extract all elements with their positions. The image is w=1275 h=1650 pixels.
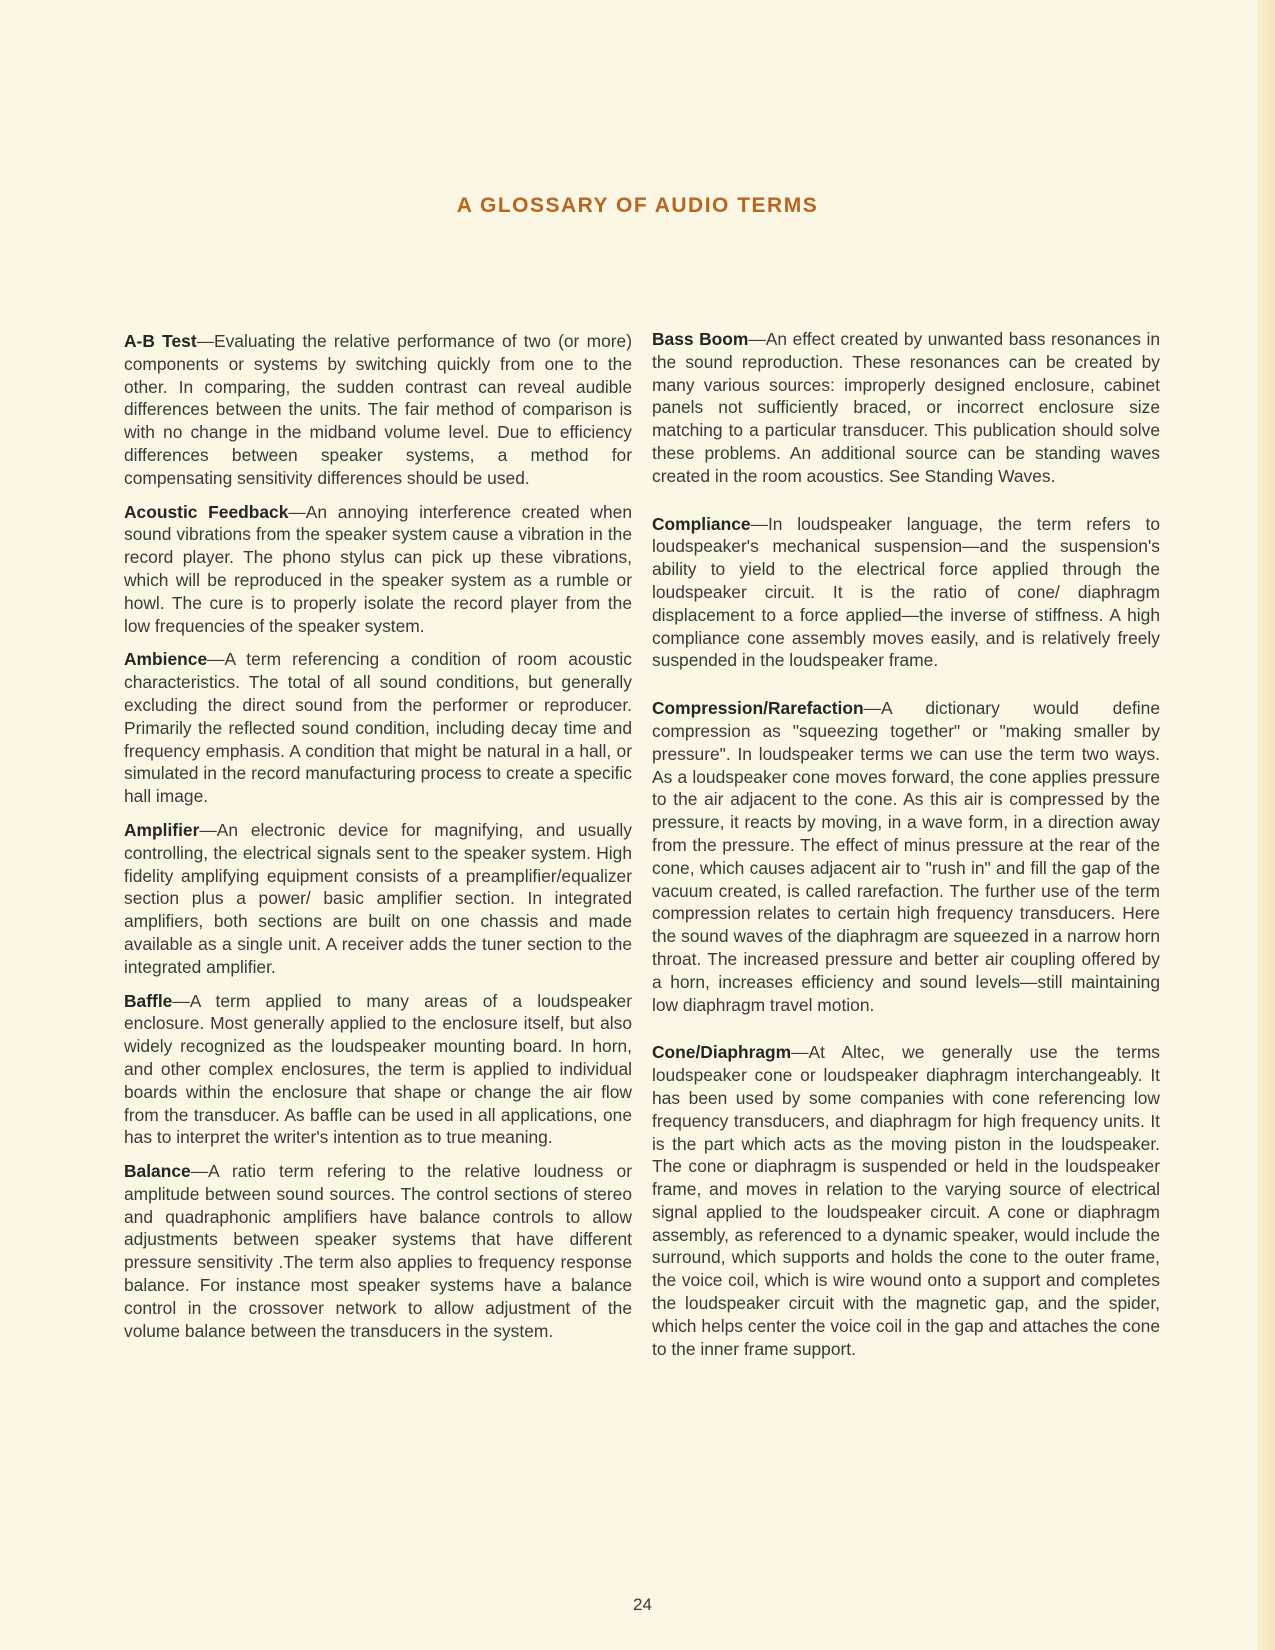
- glossary-entry-balance: [124, 1160, 632, 1342]
- glossary-definition: A ratio term refering to the relative loudness or amplitude between sound sources. The control sections of stereo and quadraphonic amplifiers have balance controls to allow adjustments between speaker systems that have different pressure sensitivity .The term also applies to frequency response balance. For instance most speaker systems have a balance control in the crossover network to allow adjustment of the volume balance between the transducers in the system.: [124, 1161, 632, 1341]
- em-dash: —: [196, 331, 215, 351]
- glossary-entry-amplifier: [124, 819, 632, 979]
- page-edge: [1257, 0, 1275, 1650]
- glossary-definition: Evaluating the relative performance of two (or more) components or systems by switching quickly from one to the other. In comparing, the sudden contrast can reveal audible differences between the units. The fair method of comparison is with no change in the midband volume level. Due to efficiency differences between speaker systems, a method for compensating sensitivity differences should be used.: [124, 331, 632, 488]
- em-dash: —: [288, 501, 306, 522]
- glossary-column-right: [652, 328, 1160, 1360]
- glossary-definition: A dictionary would define compression as "squeezing together" or "making smaller by pressure". In loudspeaker terms we can use the term two ways. As a loudspeaker cone moves forward, the cone applies pressure to the air adjacent to the cone. As this air is compressed by the pressure, it reacts by moving, in a wave form, in a direction away from the pressure. The effect of minus pressure at the rear of the cone, which causes adjacent air to "rush in" and fill the gap of the vacuum created, is called rarefaction. The further use of the term compression relates to certain high frequency transducers. Here the sound waves of the diaphragm are squeezed in a narrow horn throat. The increased pressure and better air coupling offered by a horn, increases efficiency and sound levels—still maintaining low diaphragm travel motion.: [652, 698, 1160, 1015]
- em-dash: —: [172, 990, 190, 1011]
- glossary-term: Cone/Diaphragm: [652, 1042, 792, 1063]
- glossary-entry-bass-boom: [652, 328, 1160, 488]
- glossary-term: Acoustic Feedback: [124, 501, 289, 522]
- glossary-term: Compression/Rarefaction: [652, 698, 864, 719]
- em-dash: —: [863, 698, 882, 719]
- glossary-definition: At Altec, we generally use the terms loudspeaker cone or loudspeaker diaphragm interchangeably. It has been used by some companies with cone referencing low frequency transducers, and diaphragm for high frequency units. It is the part which acts as the moving piston in the loudspeaker. The cone or diaphragm is suspended or held in the loudspeaker frame, and moves in relation to the varying source of electrical signal applied to the loudspeaker circuit. A cone or diaphragm assembly, as referenced to a dynamic speaker, would include the surround, which supports and holds the cone to the outer frame, the voice coil, which is wire wound onto a support and completes the loudspeaker circuit with the magnetic gap, and the spider, which helps center the voice coil in the gap and attaches the cone to the inner frame support.: [652, 1042, 1160, 1359]
- glossary-entry-acoustic-feedback: [124, 501, 632, 638]
- glossary-definition: An electronic device for magnifying, and usually controlling, the electrical signals sent to the speaker system. High fidelity amplifying equipment consists of a preamplifier/equalizer section plus a power/ basic amplifier section. In integrated amplifiers, both sections are built on one chassis and made available as a single unit. A receiver adds the tuner section to the integrated amplifier.: [124, 819, 632, 977]
- glossary-entry-cone-diaphragm: [652, 1041, 1160, 1360]
- em-dash: —: [791, 1042, 809, 1063]
- page-title: A GLOSSARY OF AUDIO TERMS: [456, 194, 819, 217]
- glossary-definition: An effect created by unwanted bass resonances in the sound reproduction. These resonances can be created by many various sources: improperly designed enclosure, cabinet panels not sufficiently braced, or incorrect enclosure size matching to a particular transducer. This publication should solve these problems. An additional source can be standing waves created in the room acoustics. See Standing Waves.: [652, 329, 1160, 486]
- glossary-entry-ab-test: [124, 330, 632, 490]
- glossary-entry-compliance: [652, 513, 1160, 673]
- glossary-entry-ambience: [124, 648, 632, 808]
- em-dash: —: [750, 513, 768, 534]
- glossary-definition: In loudspeaker language, the term refers to loudspeaker's mechanical suspension—and the suspension's ability to yield to the electrical force applied through the loudspeaker circuit. It is the ratio of cone/ diaphragm displacement to a force applied—the inverse of stiffness. A high compliance cone assembly moves easily, and is relatively freely suspended in the loudspeaker frame.: [652, 513, 1160, 671]
- glossary-definition: A term applied to many areas of a loudspeaker enclosure. Most generally applied to the enclosure itself, but also widely recognized as the loudspeaker mounting board. In horn, and other complex enclosures, the term is applied to individual boards within the enclosure that shape or change the air flow from the transducer. As baffle can be used in all applications, one has to interpret the writer's intention as to true meaning.: [124, 990, 632, 1148]
- glossary-term: Balance: [124, 1161, 191, 1182]
- em-dash: —: [199, 819, 217, 840]
- glossary-term: Baffle: [124, 990, 173, 1011]
- em-dash: —: [207, 649, 225, 670]
- glossary-term: Compliance: [652, 513, 751, 534]
- glossary-entry-compression-rarefaction: [652, 697, 1160, 1016]
- page-number: 24: [633, 1595, 652, 1614]
- em-dash: —: [748, 329, 766, 349]
- glossary-column-left: [124, 330, 632, 1353]
- glossary-entry-baffle: [124, 990, 632, 1150]
- em-dash: —: [190, 1161, 209, 1182]
- glossary-term: A-B Test: [124, 331, 197, 351]
- glossary-term: Bass Boom: [652, 329, 749, 349]
- glossary-definition: An annoying interference created when sound vibrations from the speaker system cause a vibration in the record player. The phono stylus can pick up these vibrations, which will be reproduced in the speaker system as a rumble or howl. The cure is to properly isolate the record player from the low frequencies of the speaker system.: [124, 501, 632, 636]
- glossary-term: Amplifier: [124, 819, 200, 840]
- glossary-term: Ambience: [124, 649, 208, 670]
- glossary-definition: A term referencing a condition of room acoustic characteristics. The total of all sound conditions, but generally excluding the direct sound from the performer or reproducer. Primarily the reflected sound condition, including decay time and frequency emphasis. A condition that might be natural in a hall, or simulated in the record manufacturing process to create a specific hall image.: [124, 649, 632, 807]
